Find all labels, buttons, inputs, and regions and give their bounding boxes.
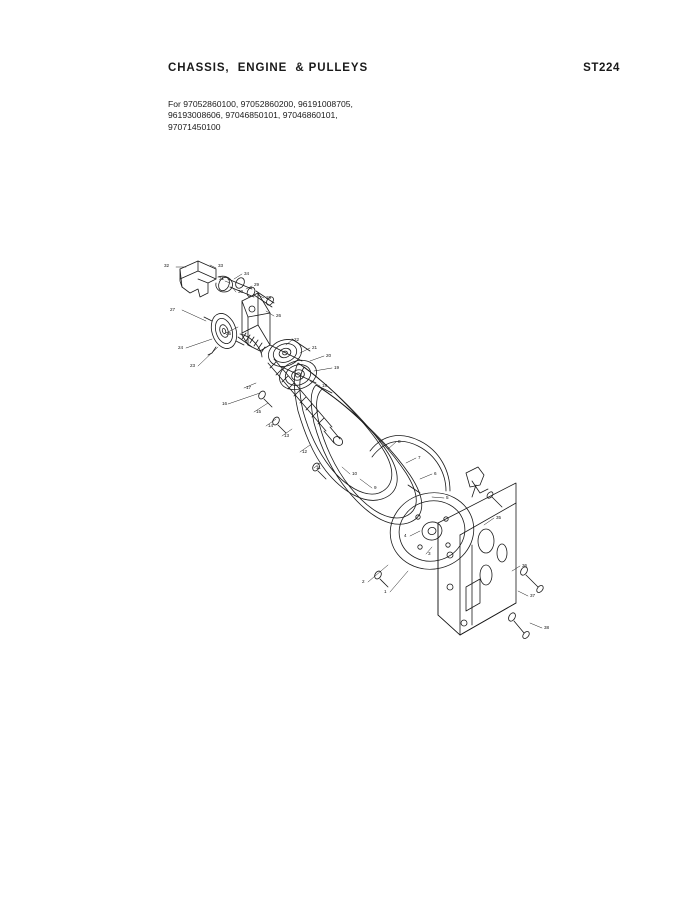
svg-text:14: 14 [268, 423, 274, 428]
svg-text:37: 37 [530, 593, 536, 598]
svg-text:19: 19 [334, 365, 340, 370]
svg-text:1: 1 [384, 589, 387, 594]
svg-text:11: 11 [316, 465, 321, 470]
svg-text:26: 26 [276, 313, 282, 318]
svg-text:9: 9 [374, 485, 377, 490]
svg-text:21: 21 [312, 345, 318, 350]
svg-text:7: 7 [418, 455, 421, 460]
svg-text:17: 17 [246, 385, 252, 390]
svg-text:29: 29 [254, 282, 260, 287]
part-rod-linkage [216, 276, 275, 307]
svg-text:5: 5 [446, 495, 449, 500]
svg-text:13: 13 [284, 433, 290, 438]
svg-text:30: 30 [238, 289, 244, 294]
part-spring [238, 333, 265, 357]
svg-text:34: 34 [244, 271, 250, 276]
part-right-hardware [466, 467, 545, 640]
page-code: ST224 [583, 62, 620, 74]
page-header [0, 62, 688, 84]
svg-text:8: 8 [398, 439, 401, 444]
chassis-engine-pulleys-exploded-diagram [120, 235, 580, 685]
svg-text:22: 22 [294, 337, 300, 342]
part-chassis-plate [438, 483, 516, 635]
svg-text:27: 27 [170, 307, 176, 312]
svg-text:6: 6 [434, 471, 437, 476]
model-note [168, 99, 498, 133]
part-belts [294, 363, 450, 524]
svg-text:3: 3 [428, 551, 431, 556]
svg-text:36: 36 [522, 563, 528, 568]
part-upper-bracket [180, 261, 216, 297]
svg-text:20: 20 [326, 353, 332, 358]
model-note-line-1: For 97052860100, 97052860200, 96191008705, [168, 99, 353, 109]
svg-text:35: 35 [496, 515, 502, 520]
svg-text:23: 23 [190, 363, 196, 368]
svg-text:25: 25 [226, 331, 232, 336]
svg-text:12: 12 [302, 449, 308, 454]
svg-text:4: 4 [404, 533, 407, 538]
svg-text:33: 33 [218, 263, 224, 268]
part-left-pulley [204, 310, 244, 355]
svg-text:15: 15 [256, 409, 262, 414]
svg-text:2: 2 [362, 579, 365, 584]
svg-text:16: 16 [222, 401, 228, 406]
svg-text:38: 38 [544, 625, 550, 630]
svg-text:31: 31 [219, 276, 225, 281]
svg-text:10: 10 [352, 471, 358, 476]
svg-text:28: 28 [266, 295, 272, 300]
model-note-line-3: 97071450100 [168, 121, 221, 132]
svg-text:18: 18 [322, 383, 328, 388]
svg-text:32: 32 [164, 263, 170, 268]
page-title: CHASSIS, ENGINE & PULLEYS [168, 62, 369, 74]
model-note-line-2: 96193008606, 97046850101, 97046860101, [168, 110, 338, 121]
svg-text:24: 24 [178, 345, 184, 350]
